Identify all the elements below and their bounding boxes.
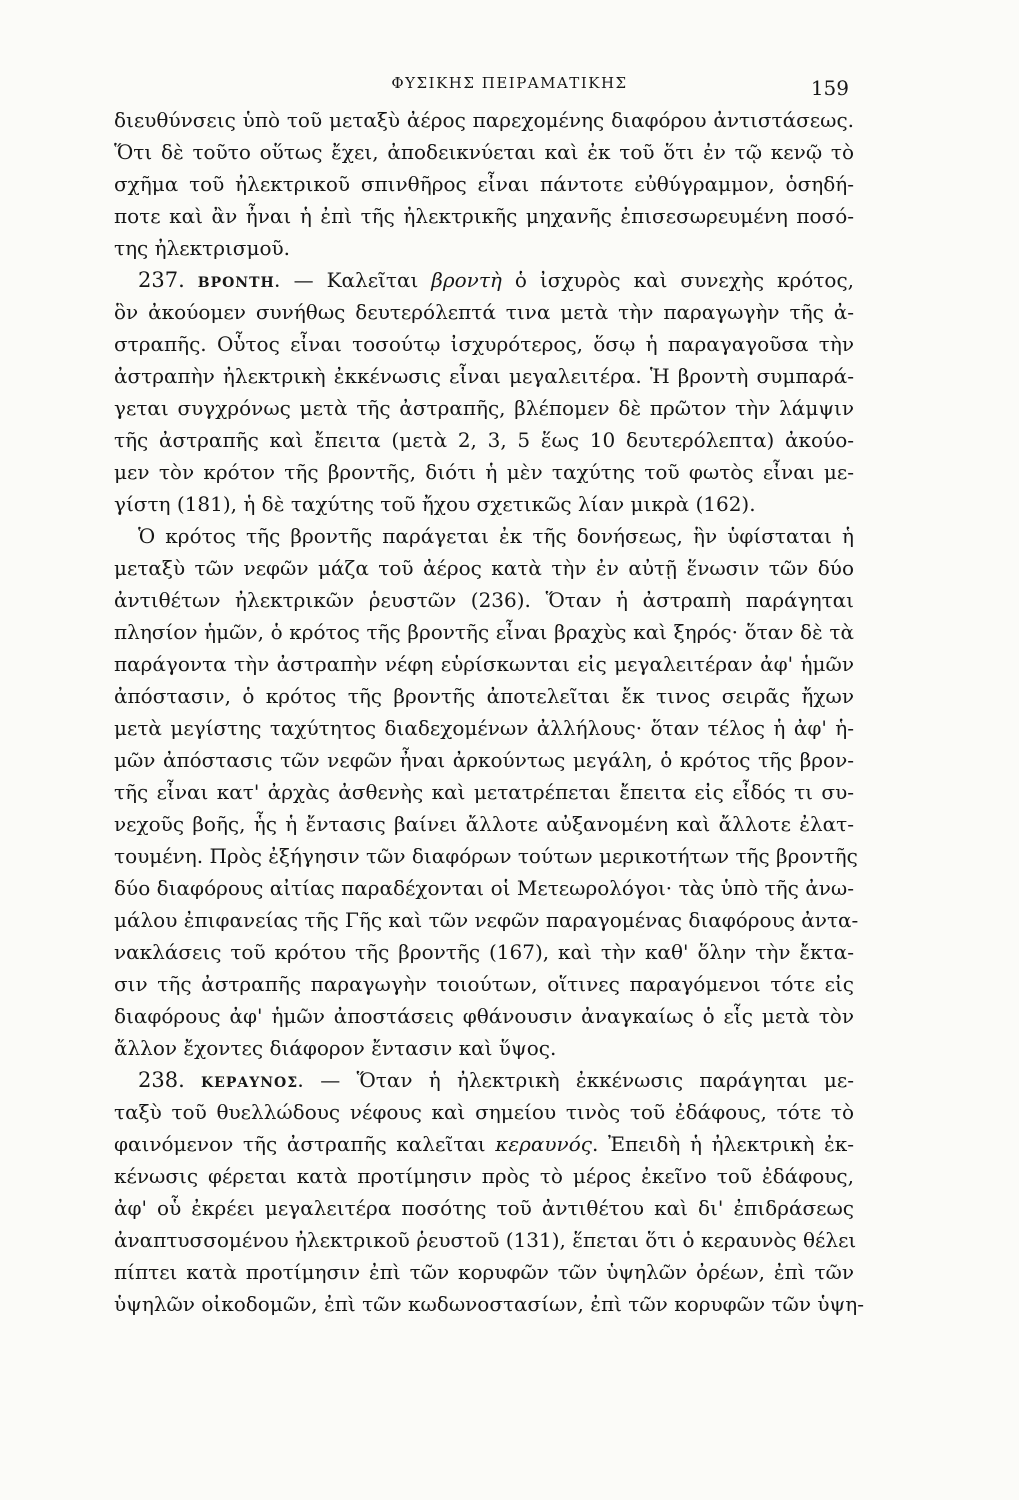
text-line: μετὰ μεγίστης ταχύτητος διαδεχομένων ἀλλήλους· ὅταν τέλος ἡ ἀφ' ἡ- <box>114 716 854 740</box>
text-line: γεται συγχρόνως μετὰ τῆς ἀστραπῆς, βλέπομεν δὲ πρῶτον τὴν λάμψιν <box>114 396 854 420</box>
text-line: μάλου ἐπιφανείας τῆς Γῆς καὶ τῶν νεφῶν παραγομένας διαφόρους ἀντα- <box>114 908 859 932</box>
emphasis-term: βροντὴ <box>431 268 502 292</box>
page-header <box>0 74 1019 98</box>
text-span: ὁ ἰσχυρὸς καὶ συνεχὴς κρότος, <box>501 268 855 292</box>
text-line: σχῆμα τοῦ ἠλεκτρικοῦ σπινθῆρος εἶναι πάντοτε εὐθύγραμμον, ὁσηδή- <box>114 172 854 196</box>
text-line: νεχοῦς βοῆς, ἧς ἡ ἔντασις βαίνει ἄλλοτε αὐξανομένη καὶ ἄλλοτε ἐλατ- <box>114 812 854 836</box>
text-line: ἀφ' οὗ ἐκρέει μεγαλειτέρα ποσότης τοῦ ἀντιθέτου καὶ δι' ἐπιδράσεως <box>114 1196 854 1220</box>
body-text <box>114 104 864 1320</box>
text-line: στραπῆς. Οὗτος εἶναι τοσούτῳ ἰσχυρότερος, ὅσῳ ἡ παραγαγοῦσα τὴν <box>114 332 854 356</box>
text-line: γίστη (181), ἡ δὲ ταχύτης τοῦ ἤχου σχετικῶς λίαν μικρὰ (162). <box>114 492 756 516</box>
running-title: ΦΥΣΙΚΗΣ ΠΕΙΡΑΜΑΤΙΚΗΣ <box>391 74 628 92</box>
section-number: 238. <box>138 1068 185 1092</box>
text-line: κένωσις φέρεται κατὰ προτίμησιν πρὸς τὸ μέρος ἐκεῖνο τοῦ ἐδάφους, <box>114 1164 854 1188</box>
section-number: 237. <box>138 268 185 292</box>
text-span: — Ὅταν ἡ ἠλεκτρικὴ ἐκκένωσις παράγηται με- <box>304 1068 854 1092</box>
text-line <box>114 1128 854 1160</box>
text-span: — Καλεῖται <box>280 268 432 292</box>
text-line: μῶν ἀπόστασις τῶν νεφῶν ἦναι ἀρκούντως μεγάλη, ὁ κρότος τῆς βρον- <box>114 748 854 772</box>
text-span: φαινόμενον τῆς ἀστραπῆς καλεῖται <box>114 1132 496 1156</box>
text-line: ἀναπτυσσομένου ἠλεκτρικοῦ ῥευστοῦ (131), ἕπεται ὅτι ὁ κεραυνὸς θέλει <box>114 1228 857 1252</box>
text-line: ὃν ἀκούομεν συνήθως δευτερόλεπτά τινα μετὰ τὴν παραγωγὴν τῆς ἀ- <box>114 300 854 324</box>
text-line: σιν τῆς ἀστραπῆς παραγωγὴν τοιούτων, οἵτινες παραγόμενοι τότε εἰς <box>114 972 854 996</box>
text-line: νακλάσεις τοῦ κρότου τῆς βροντῆς (167), καὶ τὴν καθ' ὅλην τὴν ἔκτα- <box>114 940 854 964</box>
text-line: διαφόρους ἀφ' ἡμῶν ἀποστάσεις φθάνουσιν ἀναγκαίως ὁ εἷς μετὰ τὸν <box>114 1004 854 1028</box>
text-line: ποτε καὶ ἂν ἦναι ἡ ἐπὶ τῆς ἠλεκτρικῆς μηχανῆς ἐπισεσωρευμένη ποσό- <box>114 204 854 228</box>
text-line: ἀστραπὴν ἠλεκτρικὴ ἐκκένωσις εἶναι μεγαλειτέρα. Ἡ βροντὴ συμπαρά- <box>114 364 854 388</box>
text-line: παράγοντα τὴν ἀστραπὴν νέφη εὑρίσκωνται εἰς μεγαλειτέραν ἀφ' ἡμῶν <box>114 652 854 676</box>
text-line: Ὅτι δὲ τοῦτο οὕτως ἔχει, ἀποδεικνύεται καὶ ἐκ τοῦ ὅτι ἐν τῷ κενῷ τὸ <box>114 140 854 164</box>
section-237-heading-line <box>114 264 854 296</box>
text-line: ἀπόστασιν, ὁ κρότος τῆς βροντῆς ἀποτελεῖται ἔκ τινος σειρᾶς ἤχων <box>114 684 854 708</box>
text-line: ὑψηλῶν οἰκοδομῶν, ἐπὶ τῶν κωδωνοστασίων, ἐπὶ τῶν κορυφῶν τῶν ὑψη- <box>114 1292 864 1316</box>
text-line: μεν τὸν κρότον τῆς βροντῆς, διότι ἡ μὲν ταχύτης τοῦ φωτὸς εἶναι με- <box>114 460 854 484</box>
text-line: πλησίον ἡμῶν, ὁ κρότος τῆς βροντῆς εἶναι βραχὺς καὶ ξηρός· ὅταν δὲ τὰ <box>114 620 854 644</box>
text-line: τῆς εἶναι κατ' ἀρχὰς ἀσθενὴς καὶ μετατρέπεται ἔπειτα εἰς εἶδός τι συ- <box>114 780 854 804</box>
text-line: της ἠλεκτρισμοῦ. <box>114 236 290 260</box>
text-line: πίπτει κατὰ προτίμησιν ἐπὶ τῶν κορυφῶν τῶν ὑψηλῶν ὀρέων, ἐπὶ τῶν <box>114 1260 854 1284</box>
text-line: Ὁ κρότος τῆς βροντῆς παράγεται ἐκ τῆς δονήσεως, ἣν ὑφίσταται ἡ <box>138 524 854 548</box>
text-line: ταξὺ τοῦ θυελλώδους νέφους καὶ σημείου τινὸς τοῦ ἐδάφους, τότε τὸ <box>114 1100 854 1124</box>
emphasis-term: κεραυνός <box>495 1132 592 1156</box>
section-title: ΚΕΡΑΥΝΟΣ. <box>201 1075 305 1091</box>
section-title: ΒΡΟΝΤΗ. <box>197 275 281 291</box>
page-number: 159 <box>810 76 849 100</box>
text-line: τουμένη. Πρὸς ἐξήγησιν τῶν διαφόρων τούτων μερικοτήτων τῆς βροντῆς <box>114 844 858 868</box>
text-line: διευθύνσεις ὑπὸ τοῦ μεταξὺ ἀέρος παρεχομένης διαφόρου ἀντιστάσεως. <box>114 108 854 132</box>
text-span: . Ἐπειδὴ ἡ ἠλεκτρικὴ ἐκ- <box>591 1132 854 1156</box>
text-line: τῆς ἀστραπῆς καὶ ἔπειτα (μετὰ 2, 3, 5 ἕως 10 δευτερόλεπτα) ἀκούο- <box>114 428 854 452</box>
text-line: ἄλλον ἔχοντες διάφορον ἔντασιν καὶ ὕψος. <box>114 1036 557 1060</box>
text-line: δύο διαφόρους αἰτίας παραδέχονται οἱ Μετεωρολόγοι· τὰς ὑπὸ τῆς ἀνω- <box>114 876 854 900</box>
section-238-heading-line <box>114 1064 854 1096</box>
text-line: μεταξὺ τῶν νεφῶν μάζα τοῦ ἀέρος κατὰ τὴν ἐν αὐτῇ ἕνωσιν τῶν δύο <box>114 556 854 580</box>
text-line: ἀντιθέτων ἠλεκτρικῶν ῥευστῶν (236). Ὅταν ἡ ἀστραπὴ παράγηται <box>114 588 854 612</box>
